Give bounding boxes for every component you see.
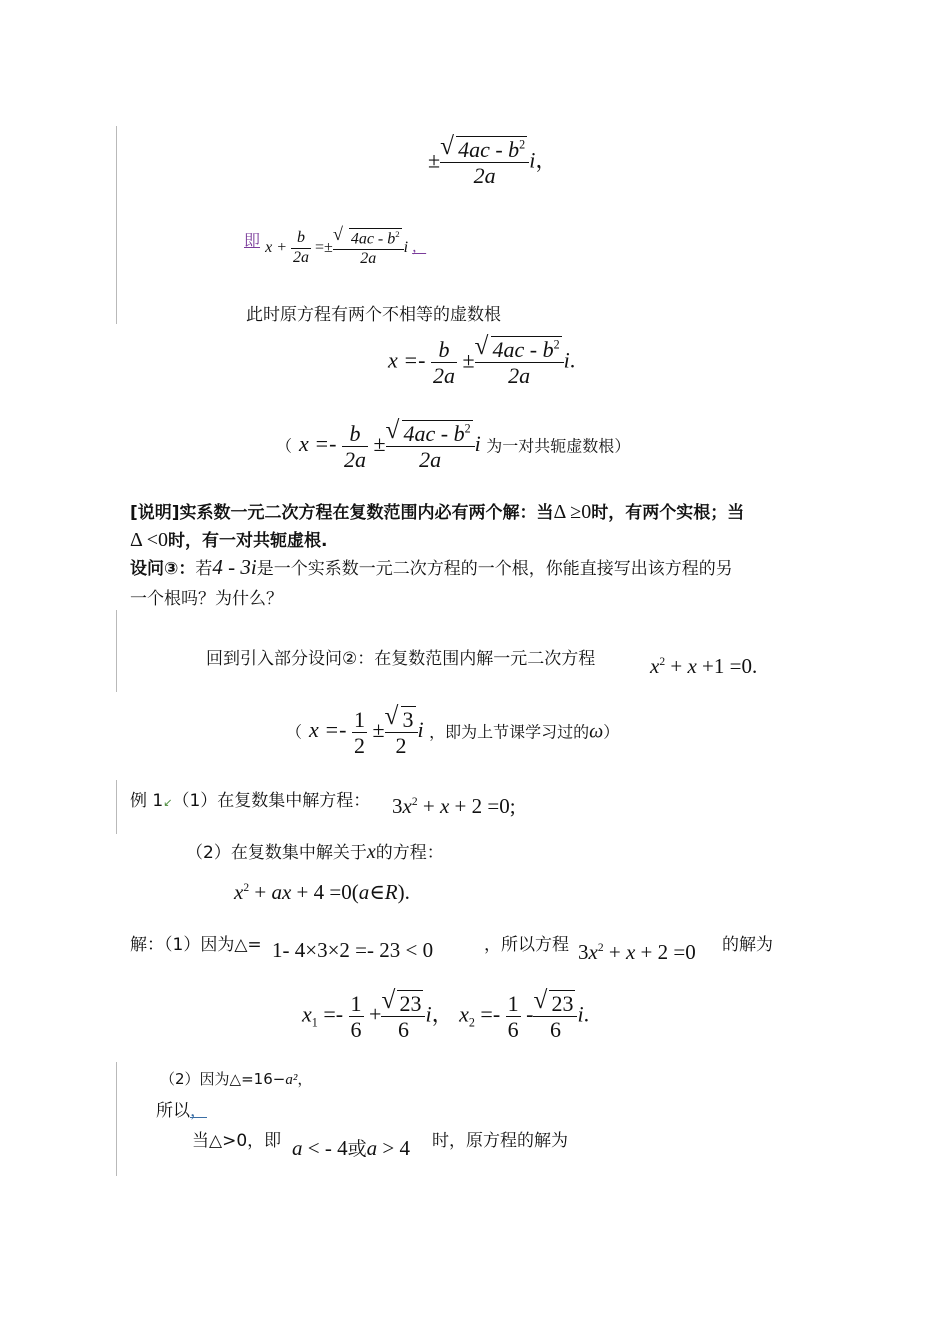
solution-so: ，所以方程 bbox=[484, 935, 569, 955]
explain-line-1: [说明]实系数一元二次方程在复数范围内必有两个解：当Δ ≥0时，有两个实根；当 bbox=[130, 501, 745, 523]
solution-equation: $3x^2 + x + 2 =0$ bbox=[578, 940, 696, 964]
equation-3x2-x-2: $3x^2 + x + 2 =0$; bbox=[392, 794, 516, 818]
equation-x2-ax-4: $x^2$ + ax + 4 =0(a∈R). bbox=[234, 880, 410, 904]
formula-conjugate: （ x =- $\frac{b}{2a}$ ± √ $\frac{4ac - b^2}{2a}$ i 为一对共轭虚数根） bbox=[276, 420, 630, 473]
back-to-question-2: 回到引入部分设问②：在复数范围内解一元二次方程 bbox=[206, 649, 596, 669]
solution-1-line: 解：（1）因为△= bbox=[130, 935, 262, 955]
solution-roots: $x_1$ =- $\frac{1}{6}$ + √ $\frac{23}{6}$ i， $x_2$ =- $\frac{1}{6}$ - √ $\frac{23}{6}$ i. bbox=[302, 990, 589, 1043]
margin-bar-2 bbox=[116, 610, 117, 692]
omega-line: （ x =- $\frac{1}{2}$ ± √ $\frac{3}{2}$ i ，即为上节课学习过的ω） bbox=[286, 706, 619, 759]
part-2-so: 所以， bbox=[156, 1101, 207, 1121]
formula-roots: x =- $\frac{b}{2a}$ ± √ $\frac{4ac - b^2}{2a}$ i. bbox=[388, 336, 575, 389]
solution-solution-label: 的解为 bbox=[722, 935, 773, 955]
margin-bar-3 bbox=[116, 780, 117, 834]
question-3-line-2: 一个根吗？为什么？ bbox=[130, 589, 283, 609]
condition-a: a < - 4或a > 4 bbox=[292, 1136, 410, 1160]
part-2-when-end: 时，原方程的解为 bbox=[432, 1131, 568, 1151]
equation-x2-x-1: $x^2 + x +1 =0$. bbox=[650, 654, 758, 678]
example-1-part-2: （2）在复数集中解关于x的方程： bbox=[186, 841, 444, 863]
imaginary-roots-intro: 此时原方程有两个不相等的虚数根 bbox=[246, 305, 501, 325]
ji-marker: 即 bbox=[244, 231, 261, 250]
explain-line-2: Δ <0时，有一对共轭虚根. bbox=[130, 529, 328, 551]
margin-bar-4 bbox=[116, 1062, 117, 1176]
part-2-because: （2）因为△=16−a²， bbox=[160, 1070, 313, 1088]
formula-pm-root: ± √ $\frac{4ac - b^2}{2a}$ i， bbox=[428, 136, 557, 189]
margin-bar-1 bbox=[116, 126, 117, 324]
formula-ji-line: 即 x + $\frac{b}{2a}$ =± √ $\frac{4ac - b^2}{2a}$ i ， bbox=[244, 228, 426, 268]
part-2-when: 当△>0，即 bbox=[192, 1131, 282, 1151]
question-3-line-1: 设问③：若4 - 3i是一个实系数一元二次方程的一个根，你能直接写出该方程的另 bbox=[130, 555, 733, 579]
example-1-part-1: 例 1↙（1）在复数集中解方程： bbox=[130, 791, 371, 811]
discriminant-calc: 1- 4×3×2 =- 23 < 0 bbox=[272, 938, 434, 962]
